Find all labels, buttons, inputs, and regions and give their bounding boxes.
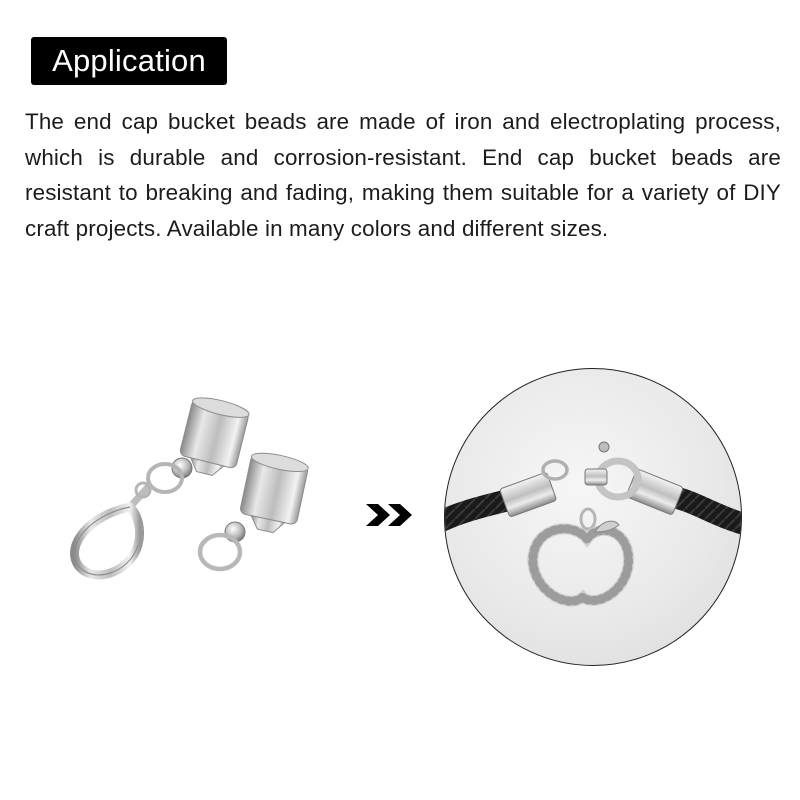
- section-title-badge: [31, 37, 227, 85]
- end-cap-right: [237, 450, 310, 537]
- lobster-clasp: [75, 483, 150, 575]
- section-title: Application: [52, 43, 206, 78]
- apple-pendant: [533, 521, 629, 601]
- double-chevron-right-icon: [364, 500, 416, 530]
- section-description: The end cap bucket beads are made of iron and electroplating process, which is durable and corrosion-resistant. End cap bucket beads are resistant to breaking and fading, making them suitable for a variety of DIY craft projects. Available in many colors and different sizes.: [25, 109, 781, 241]
- application-photo: [444, 368, 742, 666]
- end-cap-product-image: [60, 395, 330, 590]
